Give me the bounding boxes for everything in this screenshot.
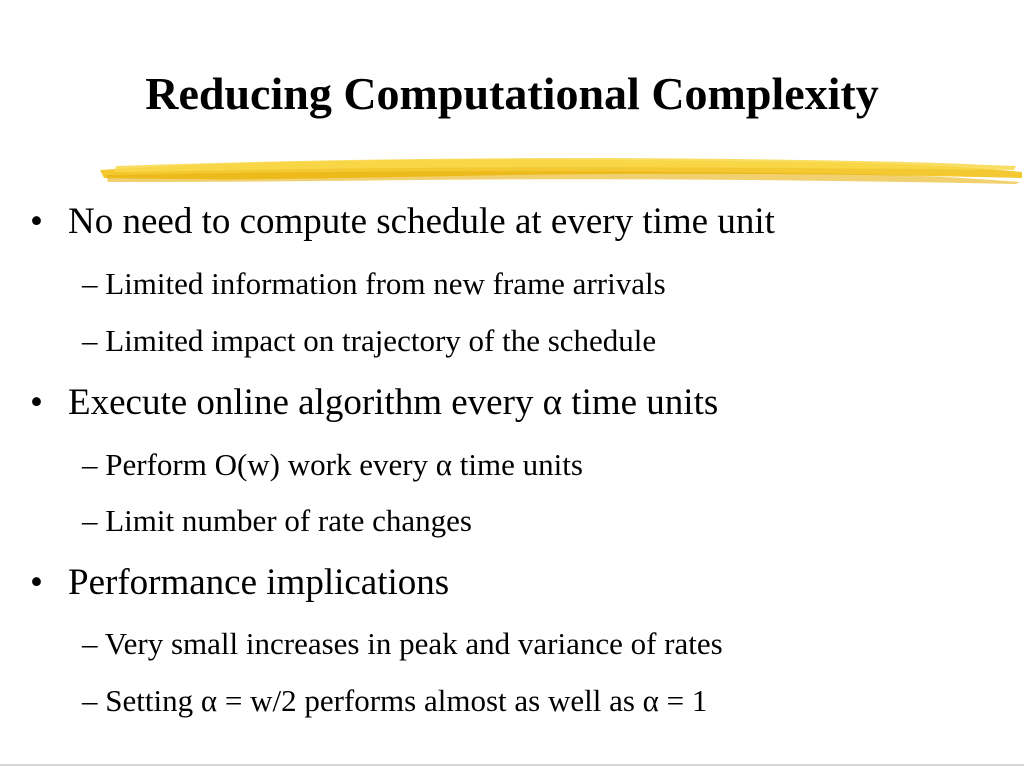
bullet-1 bbox=[30, 200, 775, 244]
sub-bullet-3-1: – Very small increases in peak and variance of rates bbox=[82, 626, 723, 661]
bullet-3 bbox=[30, 561, 449, 605]
bullet-2-text: Execute online algorithm every α time units bbox=[68, 382, 719, 423]
bullet-3-text: Performance implications bbox=[68, 562, 450, 603]
sub-bullet-1-1: – Limited information from new frame arrivals bbox=[82, 266, 666, 301]
bullet-1-text: No need to compute schedule at every time unit bbox=[68, 201, 775, 242]
bullet-dot: • bbox=[30, 562, 43, 603]
sub-bullet-3-2: – Setting α = w/2 performs almost as well as α = 1 bbox=[82, 683, 708, 718]
bullet-dot: • bbox=[30, 201, 43, 242]
title-underline-brush bbox=[96, 148, 1024, 188]
sub-bullet-2-2: – Limit number of rate changes bbox=[82, 503, 472, 538]
slide-title: Reducing Computational Complexity bbox=[145, 68, 879, 119]
slide-bottom-border bbox=[0, 764, 1024, 766]
sub-bullet-1-2: – Limited impact on trajectory of the schedule bbox=[82, 323, 657, 358]
sub-bullet-2-1: – Perform O(w) work every α time units bbox=[82, 447, 583, 482]
bullet-2 bbox=[30, 381, 718, 425]
bullet-dot: • bbox=[30, 382, 43, 423]
